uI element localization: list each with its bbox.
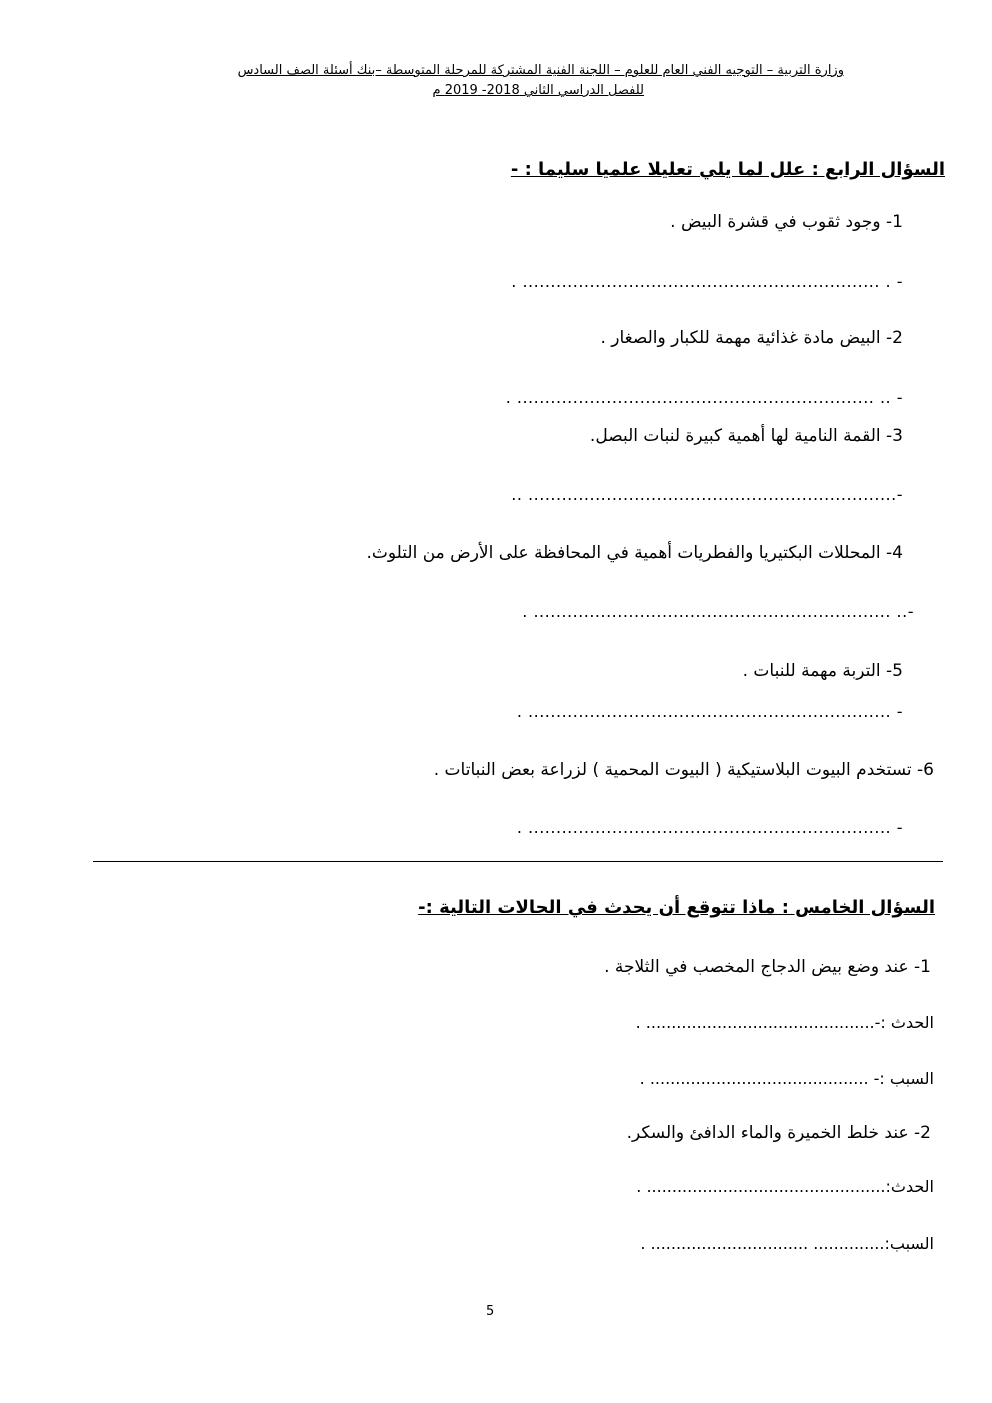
q4-answer-5: - ................................................................. . xyxy=(516,702,903,721)
q4-item-5: 5- التربة مهمة للنبات . xyxy=(742,661,903,681)
q5-case-1: 1- عند وضع بيض الدجاج المخصب في الثلاجة . xyxy=(604,957,931,977)
q4-item-1: 1- وجود ثقوب في قشرة البيض . xyxy=(670,212,903,232)
question-4-title: السؤال الرابع : علل لما يلي تعليلا علميا سليما : - xyxy=(510,159,945,180)
q5-case-2: 2- عند خلط الخميرة والماء الدافئ والسكر. xyxy=(626,1123,931,1143)
q5-case-2-cause: السبب:.............. ............................... . xyxy=(640,1234,934,1253)
q4-item-4: 4- المحللات البكتيريا والفطريات أهمية في المحافظة على الأرض من التلوث. xyxy=(366,543,903,563)
q5-case-1-event: الحدث :-............................................. . xyxy=(635,1013,934,1032)
q4-item-6: 6- تستخدم البيوت البلاستيكية ( البيوت المحمية ) لزراعة بعض النباتات . xyxy=(433,760,934,780)
q5-case-1-cause: السبب :- ........................................... . xyxy=(639,1069,934,1088)
section-divider xyxy=(93,861,943,862)
q4-answer-3: -.................................................................. .. xyxy=(511,485,903,504)
q4-answer-2: - .. ................................................................ . xyxy=(505,388,903,407)
question-5-title: السؤال الخامس : ماذا تتوقع أن يحدث في الحالات التالية :- xyxy=(418,897,935,918)
q4-item-2: 2- البيض مادة غذائية مهمة للكبار والصغار . xyxy=(600,328,903,348)
page-number: 5 xyxy=(486,1304,495,1319)
q4-answer-6: - ................................................................. . xyxy=(516,818,903,837)
q4-item-3: 3- القمة النامية لها أهمية كبيرة لنبات البصل. xyxy=(589,426,903,446)
q4-answer-4: -.. ................................................................ . xyxy=(522,602,914,621)
q5-case-2-event: الحدث:............................................... . xyxy=(636,1177,934,1196)
header-line-2: للفصل الدراسي الثاني 2018- 2019 م xyxy=(432,83,644,98)
header-line-1: وزارة التربية – التوجيه الفني العام للعلوم – اللجنة الفنية المشتركة للمرحلة المتوسطة –بنك أسئلة الصف السادس xyxy=(237,63,844,78)
q4-answer-1: - . ................................................................ . xyxy=(511,272,903,291)
